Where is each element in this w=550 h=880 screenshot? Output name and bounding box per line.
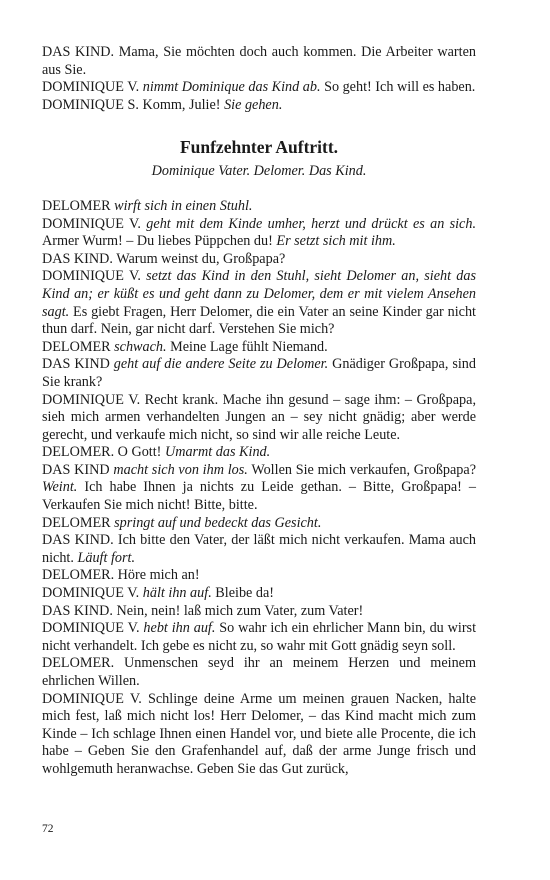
dialogue-text: Es giebt Fragen, Herr Delomer, die ein Vater an seine Kinder gar nicht thun darf. Nein, gar nicht darf. Verstehen Sie mich? [42, 303, 476, 338]
dialogue-paragraph [42, 603, 476, 621]
stage-direction: Sie gehen. [224, 96, 283, 113]
dialogue-paragraph [42, 356, 476, 391]
dialogue-text: DOMINIQUE V. [42, 620, 144, 637]
dialogue-paragraph [42, 655, 476, 690]
dialogue-paragraph [42, 268, 476, 338]
dialogue-paragraph [42, 97, 476, 115]
dialogue-text: Bleibe da! [211, 585, 274, 602]
dialogue-text: DELOMER [42, 338, 115, 355]
stage-direction: setzt das Kind in den Stuhl, sieht Delomer an, sieht das Kind an; er küßt es und geht dann zu Delomer, dem er mit vielem Ansehen sagt. [42, 268, 476, 320]
dialogue-paragraph [42, 339, 476, 357]
dialogue-paragraph [42, 462, 476, 515]
dialogue-text: DOMINIQUE V. [42, 268, 147, 285]
dialogue-paragraph [42, 392, 476, 445]
dialogue-text: Wollen Sie mich verkaufen, Großpapa? [247, 461, 476, 478]
dialogue-before [42, 44, 476, 114]
dialogue-text: DAS KIND [42, 461, 114, 478]
dialogue-paragraph [42, 585, 476, 603]
stage-direction: hält ihn auf. [142, 585, 212, 602]
stage-direction: Läuft fort. [77, 549, 136, 566]
dialogue-text: Meine Lage fühlt Niemand. [166, 338, 328, 355]
dialogue-text: So geht! Ich will es haben. [320, 79, 476, 96]
dialogue-text: DELOMER. Unmenschen seyd ihr an meinem Herzen und meinem ehrlichen Willen. [42, 655, 476, 689]
dialogue-text: DAS KIND [42, 356, 114, 373]
dialogue-paragraph [42, 198, 476, 216]
stage-direction: geht auf die andere Seite zu Delomer. [113, 356, 329, 373]
dialogue-text: DOMINIQUE V. [42, 79, 143, 96]
dialogue-text: DAS KIND. Mama, Sie möchten doch auch kommen. Die Arbeiter warten aus Sie. [42, 44, 476, 78]
dialogue-text: Armer Wurm! – Du liebes Püppchen du! [42, 233, 277, 250]
stage-direction: springt auf und bedeckt das Gesicht. [114, 514, 322, 531]
dialogue-paragraph [42, 44, 476, 79]
stage-direction: nimmt Dominique das Kind ab. [142, 79, 321, 96]
dialogue-text: DAS KIND. Ich bitte den Vater, der läßt mich nicht verkaufen. Mama auch nicht. [42, 532, 476, 566]
stage-direction: schwach. [114, 338, 167, 355]
dialogue-paragraph [42, 251, 476, 269]
dialogue-paragraph [42, 444, 476, 462]
dialogue-text: DOMINIQUE S. Komm, Julie! [42, 96, 225, 113]
dialogue-text: DELOMER. O Gott! [42, 444, 165, 461]
stage-direction: geht mit dem Kinde umher, herzt und drückt es an sich. [146, 215, 476, 232]
dialogue-text: DELOMER [42, 514, 115, 531]
dialogue-text: DOMINIQUE V. [42, 585, 143, 602]
stage-direction: Umarmt das Kind. [164, 444, 271, 461]
dialogue-paragraph [42, 691, 476, 779]
dialogue-after [42, 198, 476, 779]
dialogue-paragraph [42, 216, 476, 251]
stage-direction: Weint. [42, 479, 78, 496]
dialogue-paragraph [42, 620, 476, 655]
dialogue-text: DOMINIQUE V. Recht krank. Mache ihn gesund – sage ihm: – Großpapa, sieh mich armen verhandelten Jungen an – sey nicht gnädig; aber werde gerecht, und verkaufe mich nicht, so sind wir alle reiche Leute. [42, 391, 476, 443]
dialogue-paragraph [42, 567, 476, 585]
dialogue-text: Gnädiger Großpapa, sind Sie krank? [42, 356, 476, 390]
dialogue-text: DOMINIQUE V. [42, 215, 147, 232]
dialogue-paragraph [42, 515, 476, 533]
stage-direction: Er setzt sich mit ihm. [276, 233, 396, 250]
scene-cast: Dominique Vater. Delomer. Das Kind. [151, 163, 367, 180]
dialogue-text: So wahr ich ein ehrlicher Mann bin, du wirst nicht verhandelt. Ich gebe es nicht zu, so wahr mit Gott gnädig seyn soll. [42, 620, 477, 654]
stage-direction: hebt ihn auf. [143, 620, 216, 637]
page-number: 72 [42, 823, 54, 835]
dialogue-text: DAS KIND. Nein, nein! laß mich zum Vater, zum Vater! [42, 602, 364, 619]
dialogue-paragraph [42, 79, 476, 97]
dialogue-text: Ich habe Ihnen ja nichts zu Leide gethan. – Bitte, Großpapa! – Verkaufen Sie mich nicht! Bitte, bitte. [42, 479, 476, 514]
page-body [42, 44, 476, 779]
dialogue-text: DELOMER [42, 197, 115, 214]
dialogue-paragraph [42, 532, 476, 567]
stage-direction: macht sich von ihm los. [113, 461, 248, 478]
dialogue-text: DOMINIQUE V. Schlinge deine Arme um meinen grauen Nacken, halte mich fest, laß mich nicht los! Herr Delomer, – das Kind macht mich zum Kinde – Ich schlage Ihnen einen Handel vor, und biete alle Procente, die ich habe – Geben Sie den Grafenhandel auf, daß der arme Junge frisch und wohlgemuth heranwachse. Geben Sie das Gut zurück, [42, 690, 476, 777]
dialogue-text: DELOMER. Höre mich an! [42, 567, 200, 584]
stage-direction: wirft sich in einen Stuhl. [114, 197, 253, 214]
dialogue-text: DAS KIND. Warum weinst du, Großpapa? [42, 250, 286, 267]
scene-title: Funfzehnter Auftritt. [179, 137, 339, 158]
